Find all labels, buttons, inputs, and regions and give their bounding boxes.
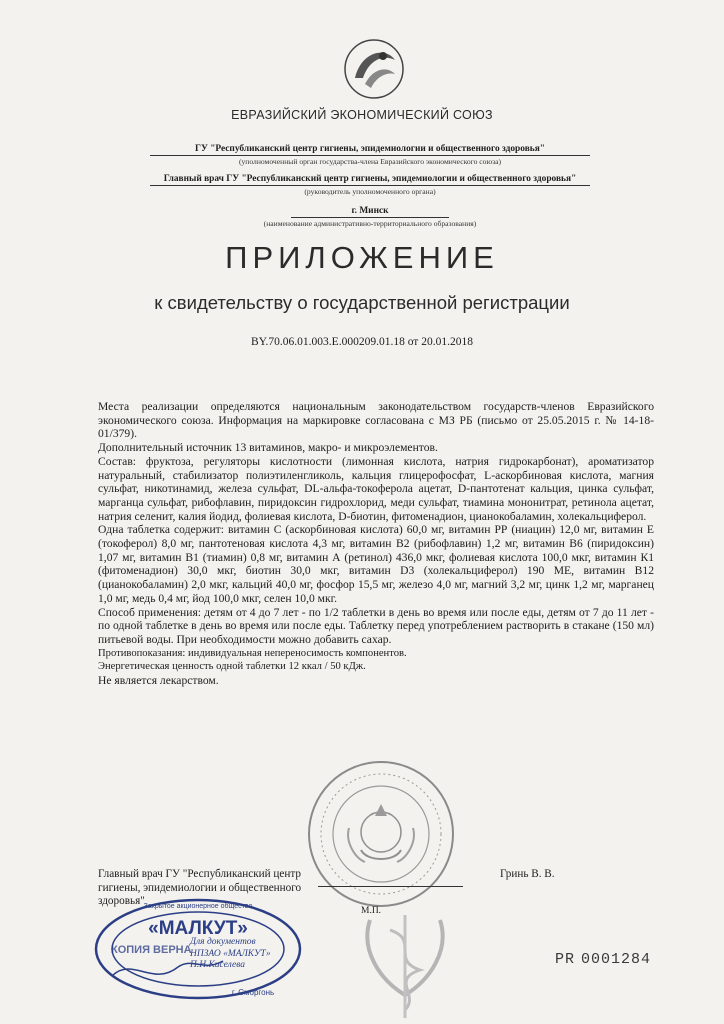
document-subtitle: к свидетельству о государственной регистрации xyxy=(154,292,570,313)
head-name: Главный врач ГУ "Республиканский центр гигиены, эпидемиологии и общественного здоровья" xyxy=(150,174,590,186)
document-title: ПРИЛОЖЕНИЕ xyxy=(225,240,499,275)
stamp-copy-label: КОПИЯ ВЕРНА xyxy=(111,944,192,956)
paragraph-not-medicine: Не является лекарством. xyxy=(98,674,219,688)
signatory-title: Главный врач ГУ "Республиканский центр гигиены, эпидемиологии и общественного здоровья" xyxy=(98,868,302,908)
city-block xyxy=(150,200,590,228)
signatory-name: Гринь В. В. xyxy=(500,868,555,880)
document-body xyxy=(98,400,654,688)
paragraph-content: Одна таблетка содержит: витамин С (аскорбиновая кислота) 60,0 мг, витамин РР (ниацин) 12,0 мг, витамин Е (токоферол) 8,0 мг, пантотеновая кислота 4,3 мг, витамин В2 (рибофлавин) 1,2 мг, витамин В6 (пиридоксин) 1,07 мг, витамин В1 (тиамин) 0,8 мг, витамин А (ретинол) 436,0 мкг, фолиевая кислота 100,0 мкг, витамин К1 (фитоменадион) 30,0 мкг, биотин 30,0 мкг, витамин D3 (холекальциферол) 190 МЕ, витамин В12 (цианокобаламин) 2,0 мкг, кальций 40,0 мг, фосфор 15,5 мг, железо 4,0 мг, магний 3,2 мг, цинк 1,2 мг, марганец 1,0 мг, медь 0,4 мг, йод 100,0 мкг, селен 10,0 мкг. xyxy=(98,523,654,605)
seal-place-label: М.П. xyxy=(361,906,382,916)
authority-caption: (уполномоченный орган государства-члена Евразийского экономического союза) xyxy=(238,157,502,166)
paragraph-sales: Места реализации определяются национальным законодательством государств-членов Евразийского экономического союза. Информация на маркировке согласована с МЗ РБ (письмо от 25.05.2015 г. № 14-18-01/379). xyxy=(98,400,654,441)
copy-certification-note xyxy=(190,937,271,972)
official-round-seal-icon xyxy=(305,758,457,910)
city-name: г. Минск xyxy=(291,206,448,218)
registration-number: BY.70.06.01.003.E.000209.01.18 от 20.01.2018 xyxy=(251,336,473,348)
paragraph-usage: Способ применения: детям от 4 до 7 лет - по 1/2 таблетки в день во время или после еды, детям от 7 до 11 лет - по одной таблетке в день во время или после еды. Таблетку перед употреблением растворить в стакане (150 мл) питьевой воды. При необходимости можно добавить сахар. xyxy=(98,605,654,646)
stamp-city: г. Сморгонь xyxy=(231,988,275,997)
paragraph-energy: Энергетическая ценность одной таблетки 12 ккал / 50 кДж. xyxy=(98,661,366,673)
union-name: ЕВРАЗИЙСКИЙ ЭКОНОМИЧЕСКИЙ СОЮЗ xyxy=(231,108,493,122)
stamp-ring-text: Закрытое акционерное общество xyxy=(143,903,253,910)
eaeu-emblem-icon xyxy=(343,38,405,100)
medical-emblem-icon xyxy=(330,900,480,1020)
authority-block xyxy=(150,144,590,166)
stamp-company-name: «МАЛКУТ» xyxy=(148,918,248,939)
signature-line xyxy=(318,886,463,887)
paragraph-source: Дополнительный источник 13 витаминов, макро- и микроэлементов. xyxy=(98,441,438,455)
authority-name: ГУ "Республиканский центр гигиены, эпидемиологии и общественного здоровья" xyxy=(150,144,590,156)
paragraph-composition: Состав: фруктоза, регуляторы кислотности (лимонная кислота, натрия гидрокарбонат), ароматизатор натуральный, стабилизатор полиэтиленгликоль, кальция глицерофосфат, L-аскорбиновая кислота, магния сульфат, никотинамид, железа сульфат, DL-альфа-токоферола ацетат, D-пантотенат кальция, цинка сульфат, марганца сульфат, рибофлавин, пиридоксин гидрохлорид, меди сульфат, тиамина мононитрат, ретинола ацетат, натрия селенит, калия йодид, фолиевая кислота, D-биотин, фитоменадион, цианокобаламин, холекальциферол. xyxy=(98,454,654,523)
head-caption: (руководитель уполномоченного органа) xyxy=(304,187,436,196)
serial-number xyxy=(555,951,651,968)
paragraph-contraindications: Противопоказания: индивидуальная непереносимость компонентов. xyxy=(98,647,407,659)
serial-digits: 0001284 xyxy=(581,951,652,968)
city-caption: (наименование административно-территориального образования) xyxy=(263,219,477,228)
note-line: Для документов xyxy=(190,937,256,947)
note-line: НПЗАО «МАЛКУТ» xyxy=(190,948,271,959)
serial-prefix: PR xyxy=(555,951,576,968)
note-line: П.Н.Киселева xyxy=(190,960,246,970)
head-block xyxy=(150,174,590,196)
